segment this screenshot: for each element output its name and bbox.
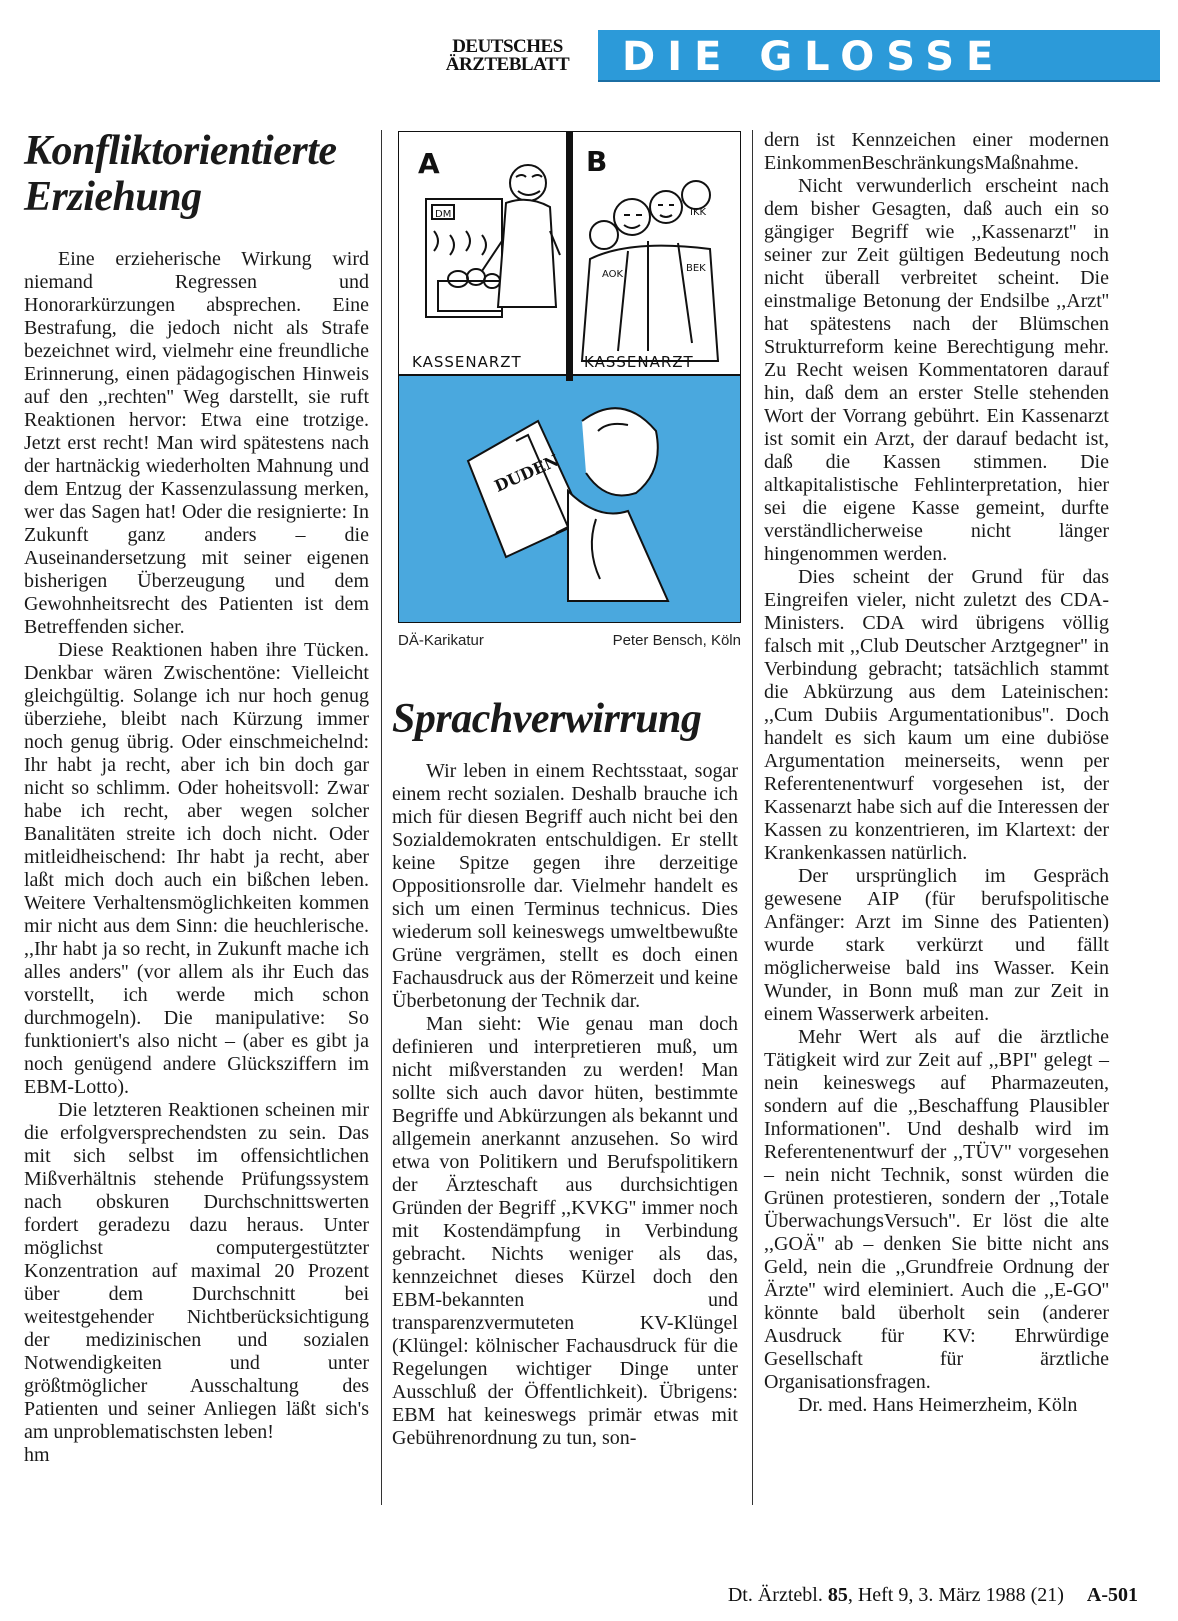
article-paragraph-continued: dern ist Kennzeichen einer modernen EinkommenBeschränkungsMaßnahme. — [764, 129, 1109, 174]
article-paragraph: Nicht verwunderlich erscheint nach dem bisher Gesagten, daß auch ein so gängiger Begriff wie ,,Kassenarzt'' in seiner zur Zeit gültigen Bedeutung noch nicht überall verbreitet scheint. Die einstmalige Betonung der Endsilbe ,,Arzt'' hat spätestens nach der Blümschen Strukturreform keine Berechtigung mehr. Zu Recht weisen Kommentatoren darauf hin, daß dem an erster Stelle stehenden Wort der Vorrang gebührt. Ein Kassenarzt ist somit ein Arzt, der darauf bedacht ist, daß die Kassen stimmen. Die altkapitalistische Fehlinterpretation, hier sei die eigene Kasse gemeint, durfte verständlicherweise nicht länger hingenommen werden. — [764, 175, 1109, 565]
panel-b-label: KASSENARZT — [584, 353, 694, 371]
article-column-2 — [392, 696, 738, 1450]
article-paragraph: Eine erzieherische Wirkung wird niemand Regressen und Honorarkürzungen absprechen. Eine Bestrafung, die jedoch nicht als Strafe bezeichnet wird, vielmehr eine freundliche Erinnerung, einen pädagogischen Hinweis auf den ,,rechten'' Weg darstellt, sie ruft Reaktionen hervor: Etwa eine trotzige. Jetzt erst recht! Man wird spätestens nach der hartnäckig wiederholten Mahnung und dem Entzug der Kassenzulassung merken, wer das Sagen hat! Oder die resignierte: In Zukunft ganz anders – die Auseinandersetzung mit seiner eigenen bisherigen Überzeugung und dem Gewohnheitsrecht des Patienten ist dem Betreffenden sicher. — [24, 248, 369, 638]
machine-label: DM — [435, 209, 452, 220]
badge-aok: AOK — [602, 269, 624, 280]
article-paragraph: Der ursprünglich im Gespräch gewesene AIP (für berufspolitische Anfänger: Arzt im Sinne des Patienten) wurde stark verkürzt und fällt möglicherweise bald ins Wasser. Kein Wunder, in Bonn muß man zur Zeit in einem Wasserwerk arbeiten. — [764, 865, 1109, 1025]
article-paragraph: Dies scheint der Grund für das Eingreifen vieler, nicht zuletzt des CDA-Ministers. CDA wird übrigens völlig falsch mit ,,Club Deutscher Arztgegner'' in Verbindung gebracht; tatsächlich stammt die Abkürzung aus dem Lateinischen: ,,Cum Dubiis Argumentationibus''. Doch handelt es sich kaum um eine dubiöse Argumentation meinerseits, wenn per Referentenentwurf vorgesehen ist, der Kassenarzt habe sich auf die Interessen der Kassen zu konzentrieren, im Klartext: der Krankenkassen natürlich. — [764, 566, 1109, 864]
book-label: DUDEN — [491, 450, 562, 496]
caption-source: DÄ-Karikatur — [398, 632, 484, 649]
article-paragraph: Diese Reaktionen haben ihre Tücken. Denkbar wären Zwischentöne: Vielleicht gleichgültig. Solange ich nur hoch genug überziehe, bleibt nach Kürzung immer noch genug übrig. Oder einschmeichelnd: Ihr habt ja recht, aber ich bin doch gar nicht so schlimm. Oder hoheitsvoll: Zwar habe ich recht, aber wegen solcher Banalitäten streite ich doch nicht. Oder mitleidheischend: Ihr habt ja recht, aber laßt mich doch auch ein bißchen leben. Weitere Verhaltensmöglichkeiten kommen mir nicht aus dem Sinn: die heuchlerische. ,,Ihr habt ja so recht, in Zukunft mache ich alles anders'' (vor allem als ihr Euch das vorstellt, ich werde mich schon durchmogeln). Die manipulative: So funktioniert's also nicht – (aber es gibt ja noch genügend andere Glücksziffern im EBM-Lotto). — [24, 639, 369, 1098]
section-label: DIE GLOSSE — [622, 34, 1006, 80]
cartoon-illustration — [398, 131, 741, 623]
caption-artist: Peter Bensch, Köln — [612, 632, 741, 649]
article-paragraph: Man sieht: Wie genau man doch definieren und interpretieren muß, um nicht mißverstanden zu werden! Man sollte sich auch davor hüten, bestimmte Begriffe und Abkürzungen als bekannt und allgemein anerkannt anzusehen. So wird etwa von Politikern und Berufspolitikern der Ärzteschaft aus durchsichtigen Gründen der Begriff ,,KVKG'' immer noch mit Kostendämpfung in Verbindung gebracht. Nichts weniger als das, kennzeichnet dieses Kürzel doch den EBM-bekannten und transparenzvermuteten KV-Klüngel (Klüngel: kölnischer Fachausdruck für die Regelungen wichtiger Dinge unter Ausschluß der Öffentlichkeit). Übrigens: EBM hat keineswegs primär etwas mit Gebührenordnung zu tun, son- — [392, 1013, 738, 1449]
article-paragraph: Wir leben in einem Rechtsstaat, sogar einem recht sozialen. Deshalb brauche ich mich für diesen Begriff auch nicht bei den Sozialdemokraten entschuldigen. Er stellt keine Spitze gegen ihre derzeitige Oppositionsrolle dar. Vielmehr handelt es sich um einen Terminus technicus. Dies wiederum soll keineswegs umweltbewußte Grüne vergrämen, stellt es doch einen Fachausdruck aus der Römerzeit und keine Überbetonung der Technik dar. — [392, 760, 738, 1012]
article-title-sprachverwirrung: Sprachverwirrung — [392, 696, 702, 742]
cartoon-caption — [398, 632, 741, 649]
panel-a-letter: A — [418, 147, 440, 180]
publication-name: DEUTSCHES ÄRZTEBLATT — [445, 36, 570, 75]
article-column-3 — [764, 129, 1109, 1417]
badge-ikk: IKK — [690, 207, 707, 218]
column-rule-right — [752, 130, 753, 1505]
author-byline: Dr. med. Hans Heimerzheim, Köln — [798, 1394, 1078, 1416]
article-title-konfliktorientierte: Konfliktorientierte Erziehung — [24, 128, 337, 220]
article-paragraph: Mehr Wert als auf die ärztliche Tätigkeit wird zur Zeit auf ,,BPI'' gelegt – nein keineswegs auf Pharmazeuten, sondern auf die ,,Beschaffung Plausibler Informationen''. Und deshalb wird im Referentenentwurf der ,,TÜV'' vorgesehen – nein nicht Technik, sonst würden die Grünen protestieren, sondern der ,,Totale ÜberwachungsVersuch''. Er löst die alte ,,GOÄ'' ab – denken Sie bitte nicht ans Geld, nein die ,,Grundfreie Ordnung der Ärzte'' wird eleminiert. Auch die ,,E-GO'' könnte bald überholt sein (anderer Ausdruck für KV: Ehrwürdige Gesellschaft für ärztliche Organisationsfragen. — [764, 1026, 1109, 1393]
journal-volume: 85 — [827, 1584, 848, 1606]
panel-b-letter: B — [586, 145, 608, 178]
column-rule-left — [381, 130, 382, 1505]
author-signature: hm — [24, 1444, 50, 1466]
badge-bek: BEK — [686, 263, 706, 274]
article-column-1 — [24, 128, 369, 1467]
page-number: A-501 — [1086, 1584, 1138, 1606]
article-paragraph: Die letzteren Reaktionen scheinen mir die erfolgversprechendsten zu sein. Das mit sich selbst im offensichtlichen Mißverhältnis stehende Prüfungssystem nach obskuren Durchschnittswerten fordert geradezu dazu heraus. Unter möglichst computergestützter Konzentration auf maximal 20 Prozent über dem Durchschnitt bei weitestgehender Nichtberücksichtigung der medizinischen und sozialen Notwendigkeiten und unter größtmöglicher Ausschaltung des Patienten und seiner Anliegen läßt sich's am unproblematischsten leben! — [24, 1099, 369, 1443]
panel-a-label: KASSENARZT — [412, 353, 522, 371]
section-banner — [598, 30, 1160, 82]
page-footer — [728, 1584, 1138, 1607]
issue-date: , Heft 9, 3. März 1988 (21) — [847, 1584, 1064, 1606]
journal-name: Dt. Ärztebl. — [727, 1584, 823, 1606]
masthead — [420, 30, 1160, 80]
